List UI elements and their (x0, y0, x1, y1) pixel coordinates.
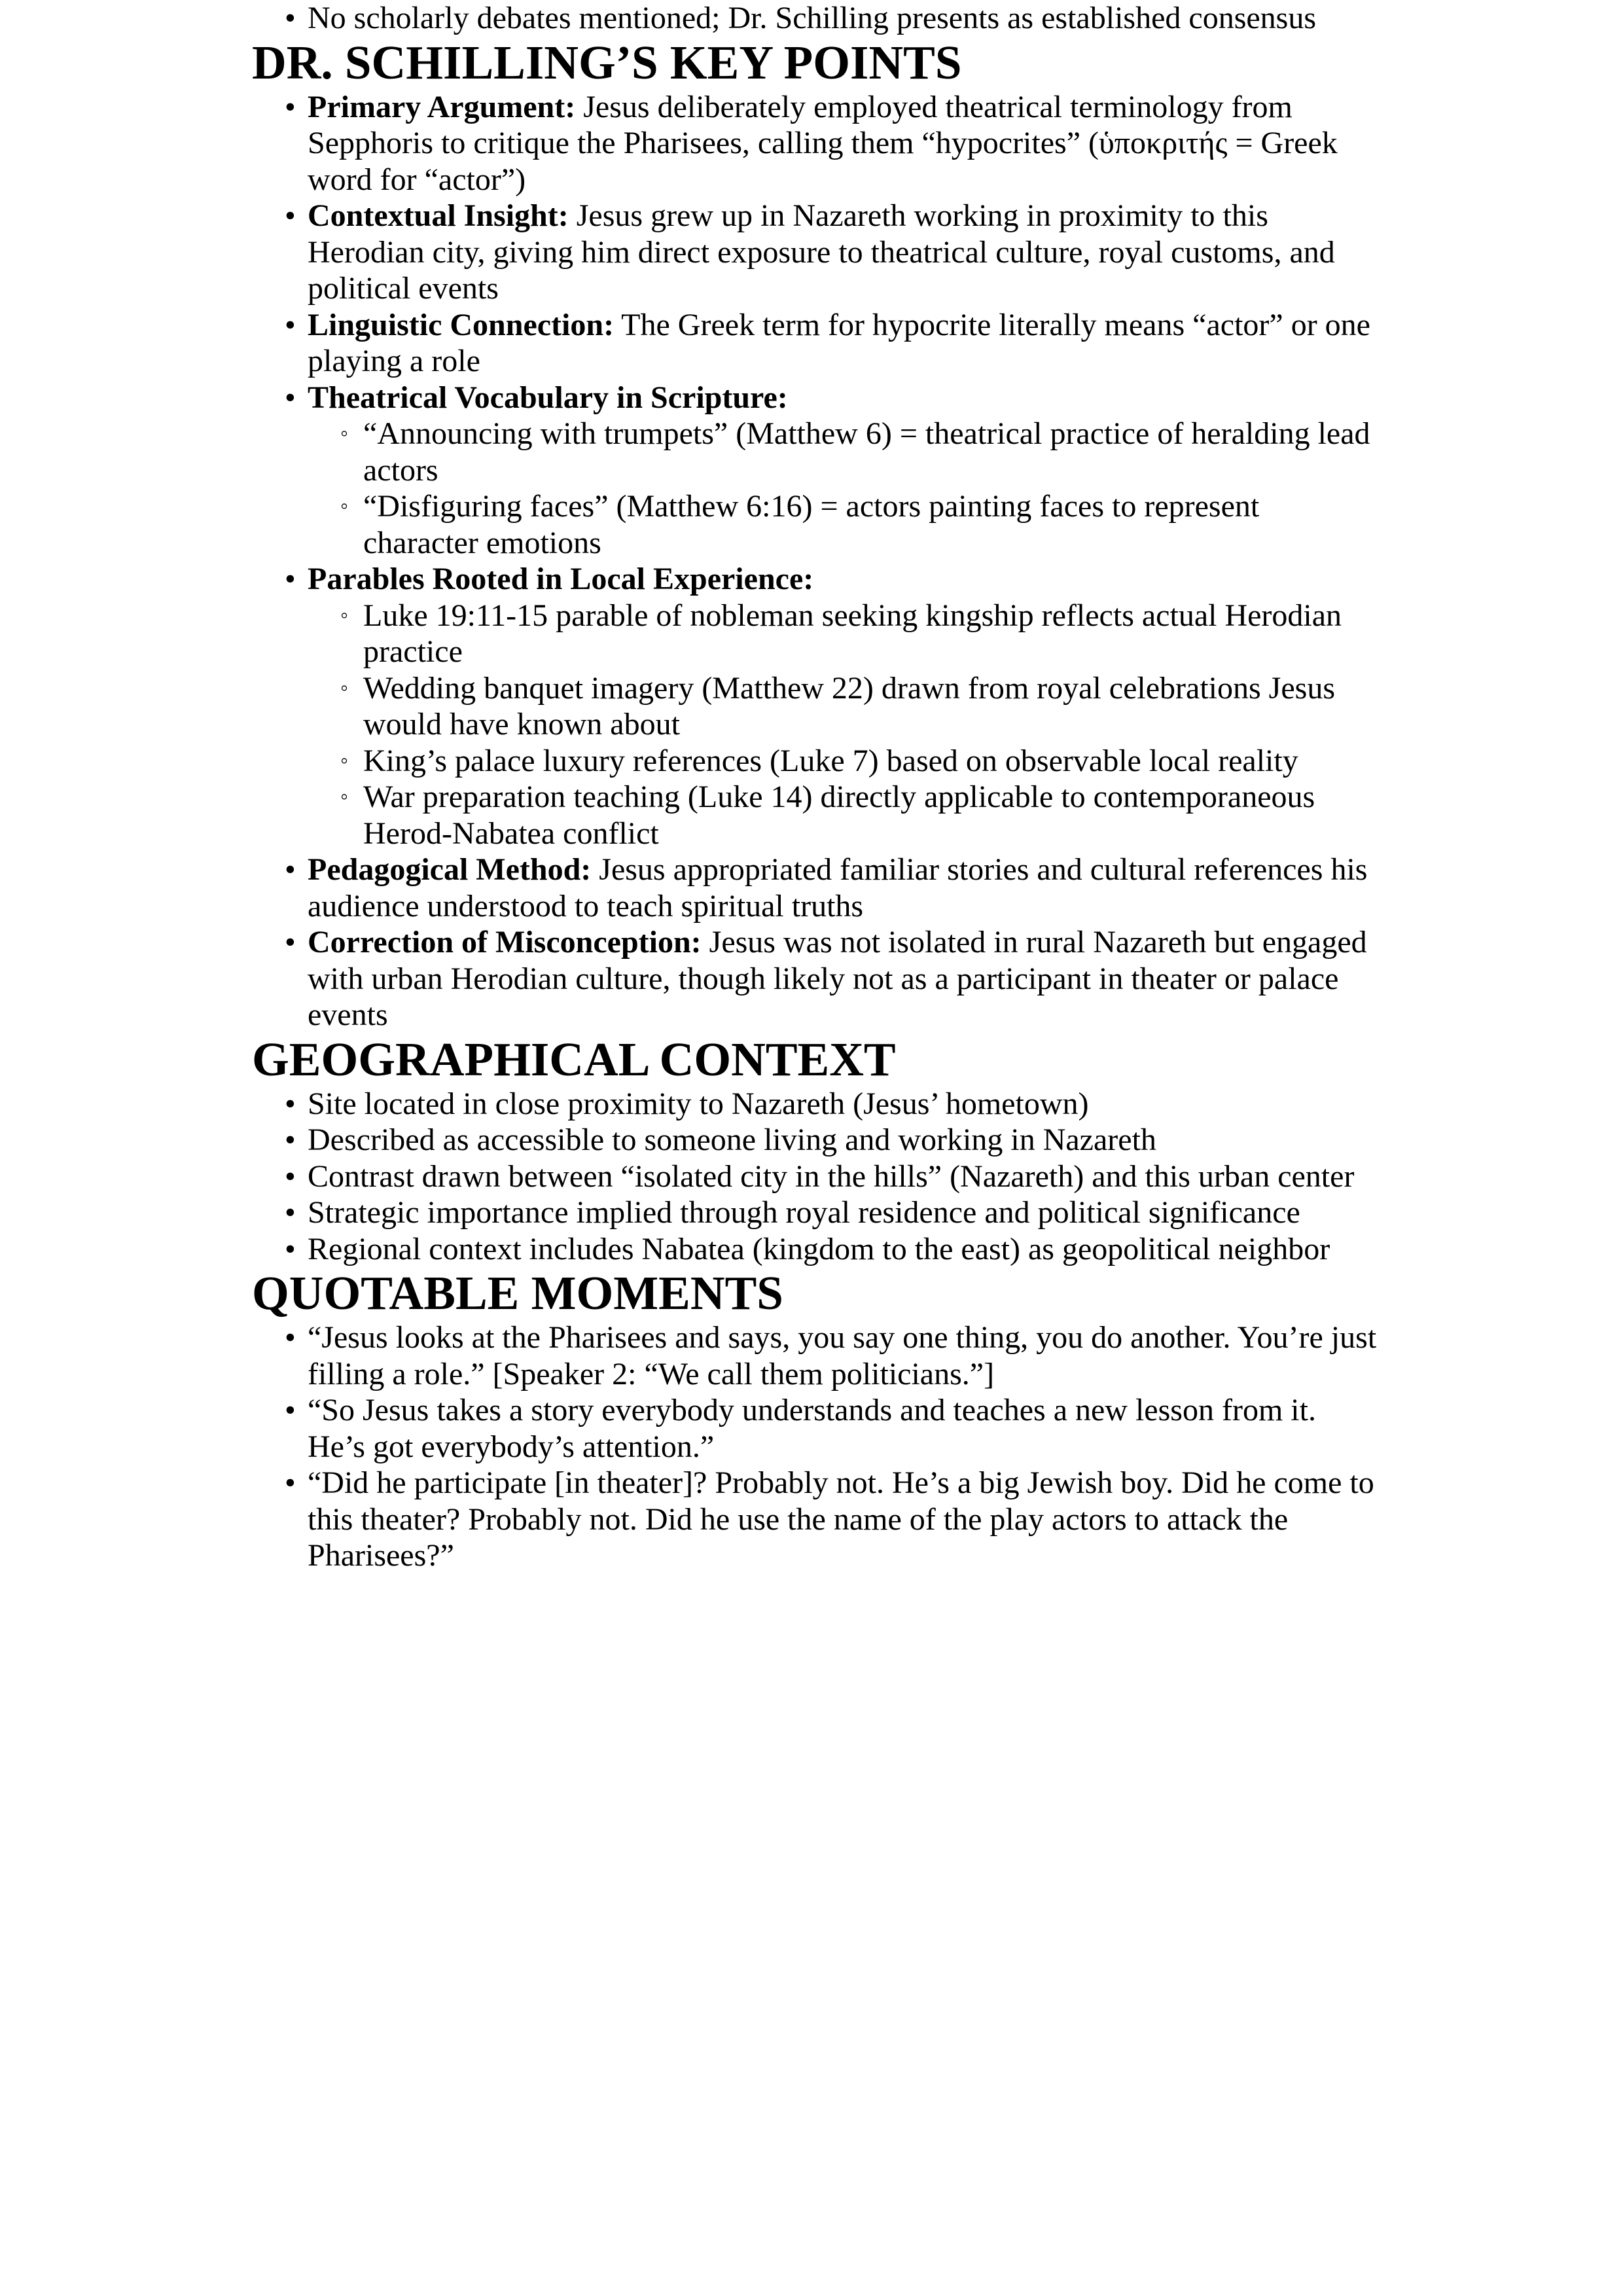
item-text: Jesus appropriated familiar stories and cultural references his audience understood to teach spiritual truths (308, 852, 1368, 924)
list-item (252, 1158, 1378, 1195)
item-text: Jesus was not isolated in rural Nazareth but engaged with urban Herodian culture, though likely not as a participant in theater or palace events (308, 925, 1367, 1032)
list-item-text: Described as accessible to someone living and working in Nazareth (308, 1122, 1156, 1157)
sub-list-item (308, 779, 1378, 852)
list-item (252, 89, 1378, 198)
hollow-bullet-icon: ◦ (340, 603, 349, 628)
section-heading-key-points: DR. SCHILLING’S KEY POINTS (252, 35, 962, 89)
list-item-text: “Jesus looks at the Pharisees and says, you say one thing, you do another. You’re just filling a role.” [Speaker 2: “We call them politicians.”] (308, 1320, 1377, 1391)
sub-list-item (308, 488, 1378, 561)
list-item (252, 1392, 1378, 1465)
item-label: Contextual Insight: (308, 198, 569, 233)
sub-item-text: Luke 19:11-15 parable of nobleman seeking kingship reflects actual Herodian practice (363, 598, 1342, 669)
list-item (252, 1194, 1378, 1231)
section-heading-quotable-moments: QUOTABLE MOMENTS (252, 1266, 783, 1319)
hollow-bullet-icon: ◦ (340, 494, 349, 518)
sub-list-item (308, 670, 1378, 743)
bullet-icon: • (285, 89, 296, 124)
list-item (252, 0, 1378, 37)
key-points-list (252, 89, 1378, 1033)
item-label: Primary Argument: (308, 89, 576, 124)
quotable-moments-list (252, 1319, 1378, 1574)
bullet-icon: • (285, 198, 296, 233)
sub-list-item (308, 743, 1378, 780)
list-item-text: Strategic importance implied through royal residence and political significance (308, 1195, 1300, 1230)
intro-list (252, 0, 1378, 37)
item-text: Jesus grew up in Nazareth working in proximity to this Herodian city, giving him direct exposure to theatrical culture, royal customs, and political events (308, 198, 1335, 306)
sub-list (308, 416, 1378, 561)
bullet-icon: • (285, 852, 296, 887)
item-label: Parables Rooted in Local Experience: (308, 562, 814, 596)
hollow-bullet-icon: ◦ (340, 748, 349, 773)
sub-item-text: “Announcing with trumpets” (Matthew 6) = theatrical practice of heralding lead actors (363, 416, 1370, 488)
hollow-bullet-icon: ◦ (340, 675, 349, 700)
list-item (252, 380, 1378, 562)
item-label: Correction of Misconception: (308, 925, 702, 960)
geographical-context-list (252, 1086, 1378, 1268)
item-text: Jesus deliberately employed theatrical terminology from Sepphoris to critique the Pharisees, calling them “hypocrites” (ὑποκριτής = Greek word for “actor”) (308, 89, 1338, 197)
list-item-text: No scholarly debates mentioned; Dr. Schilling presents as established consensus (308, 1, 1317, 35)
list-item (252, 307, 1378, 380)
list-item-text: “Did he participate [in theater]? Probably not. He’s a big Jewish boy. Did he come to this theater? Probably not. Did he use the name of the play actors to attack the Pharisees?” (308, 1465, 1374, 1573)
bullet-icon: • (285, 1465, 296, 1500)
bullet-icon: • (285, 925, 296, 960)
item-label: Linguistic Connection: (308, 307, 615, 342)
section-heading-geographical-context: GEOGRAPHICAL CONTEXT (252, 1032, 896, 1086)
item-label: Theatrical Vocabulary in Scripture: (308, 380, 788, 415)
sub-item-text: “Disfiguring faces” (Matthew 6:16) = actors painting faces to represent character emotions (363, 489, 1260, 560)
item-text: The Greek term for hypocrite literally means “actor” or one playing a role (308, 307, 1370, 378)
sub-list-item (308, 416, 1378, 488)
list-item-text: Contrast drawn between “isolated city in the hills” (Nazareth) and this urban center (308, 1158, 1355, 1194)
list-item-text: “So Jesus takes a story everybody understands and teaches a new lesson from it. He’s got everybody’s attention.” (308, 1393, 1316, 1464)
sub-item-text: King’s palace luxury references (Luke 7) based on observable local reality (363, 743, 1298, 778)
list-item (252, 1122, 1378, 1158)
bullet-icon: • (285, 1086, 296, 1121)
sub-list (308, 598, 1378, 852)
list-item (252, 1231, 1378, 1268)
hollow-bullet-icon: ◦ (340, 785, 349, 809)
bullet-icon: • (285, 380, 296, 415)
bullet-icon: • (285, 1320, 296, 1355)
hollow-bullet-icon: ◦ (340, 422, 349, 446)
bullet-icon: • (285, 307, 296, 342)
sub-list-item (308, 598, 1378, 670)
bullet-icon: • (285, 1195, 296, 1230)
sub-item-text: War preparation teaching (Luke 14) directly applicable to contemporaneous Herod-Nabatea conflict (363, 780, 1315, 851)
list-item (252, 1465, 1378, 1574)
sub-item-text: Wedding banquet imagery (Matthew 22) drawn from royal celebrations Jesus would have known about (363, 670, 1336, 742)
bullet-icon: • (285, 562, 296, 596)
list-item (252, 561, 1378, 852)
item-label: Pedagogical Method: (308, 852, 592, 887)
bullet-icon: • (285, 1393, 296, 1427)
list-item-text: Site located in close proximity to Nazareth (Jesus’ hometown) (308, 1086, 1089, 1121)
bullet-icon: • (285, 1158, 296, 1194)
list-item (252, 198, 1378, 307)
list-item (252, 1086, 1378, 1122)
bullet-icon: • (285, 1231, 296, 1266)
bullet-icon: • (285, 1122, 296, 1157)
list-item (252, 924, 1378, 1033)
list-item-text: Regional context includes Nabatea (kingdom to the east) as geopolitical neighbor (308, 1231, 1330, 1266)
list-item (252, 852, 1378, 924)
list-item (252, 1319, 1378, 1392)
document-page (252, 0, 1378, 1574)
bullet-icon: • (285, 1, 296, 35)
